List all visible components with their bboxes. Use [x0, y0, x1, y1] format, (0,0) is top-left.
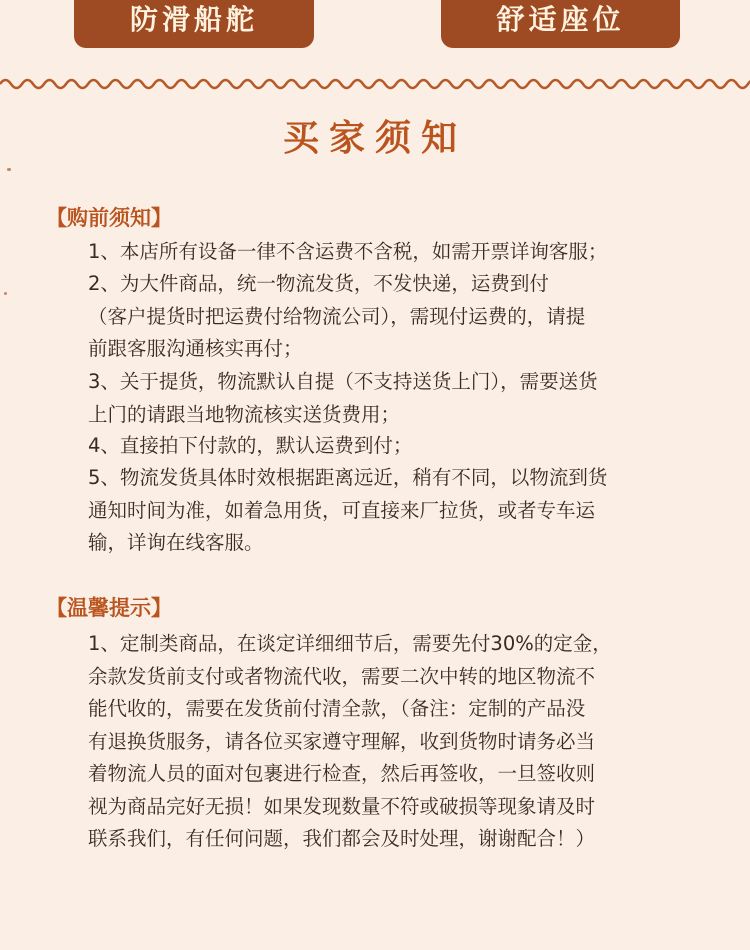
- tab-label: 防滑船舵: [129, 3, 258, 36]
- paragraph: 4、直接拍下付款的，默认运费到付；: [88, 434, 413, 457]
- decorative-speck: [7, 168, 11, 171]
- tab-label: 舒适座位: [496, 3, 625, 36]
- paragraph: 1、定制类商品，在谈定详细细节后，需要先付30%的定金， 余款发货前支付或者物流代收，需要二次中转的地区物流不 能代收的，需要在发货前付清全款，（备注：定制的产品没 有退换货服务，请各位买家遵守理解，收到货物时请务必当 着物流人员的面对包裹进行检查，然后再签收，一旦签收则 视为商品完好无损！如果发现数量不符或破损等现象请及时 联系我们，有任何问题，我们都会及时处理，谢谢配合！）: [88, 632, 612, 850]
- section-title-tips: 【温馨提示】: [46, 596, 172, 620]
- paragraph: 2、为大件商品，统一物流发货，不发快递，运费到付 （客户提货时把运费付给物流公司），需现付运费的，请提 前跟客服沟通核实再付；: [88, 272, 586, 360]
- decorative-speck: [4, 292, 7, 295]
- wavy-divider: [0, 72, 750, 96]
- section-title-pre-purchase: 【购前须知】: [46, 206, 172, 230]
- page-title: 买家须知: [282, 118, 467, 159]
- paragraph: 5、物流发货具体时效根据距离远近，稍有不同，以物流到货 通知时间为准，如着急用货，可直接来厂拉货，或者专车运 输，详询在线客服。: [88, 466, 608, 554]
- paragraph: 1、本店所有设备一律不含运费不含税，如需开票详询客服；: [88, 240, 608, 263]
- paragraph: 3、关于提货，物流默认自提（不支持送货上门），需要送货 上门的请跟当地物流核实送货费用；: [88, 370, 598, 426]
- comfort-seat-tab[interactable]: [441, 0, 680, 48]
- anti-slip-rudder-tab[interactable]: [74, 0, 314, 48]
